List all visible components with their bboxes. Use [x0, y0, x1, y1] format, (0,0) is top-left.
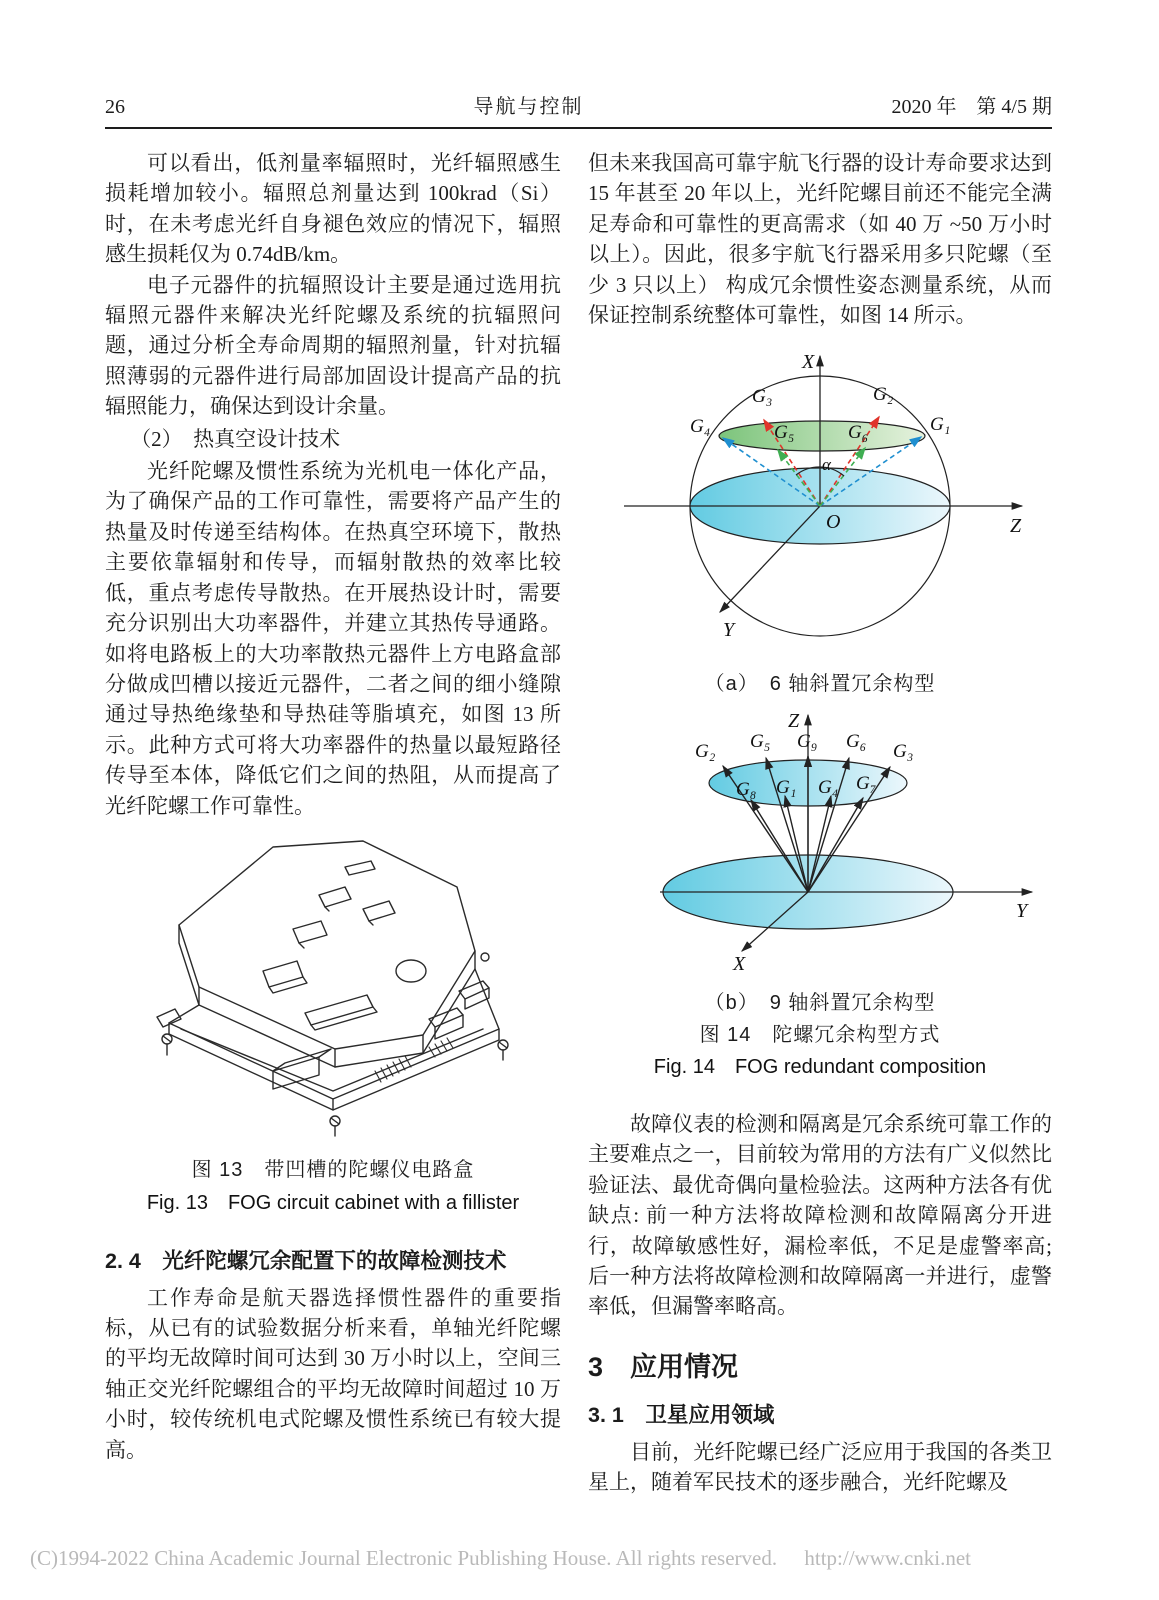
footer-copyright: (C)1994-2022 China Academic Journal Electronic Publishing House. All rights reserved.: [30, 1546, 778, 1570]
paragraph-redundancy: 但未来我国高可靠宇航飞行器的设计寿命要求达到 15 年甚至 20 年以上，光纤陀螺目前还不能完全满足寿命和可靠性的更高需求（如 40 万 ~50 万小时以上）。因此，很多宇航飞行器采用多只陀螺（至少 3 只以上） 构成冗余惯性姿态测量系统，从而保证控制系统整体可靠性，如图 14 所示。: [588, 151, 1052, 328]
six-axis-redundancy-diagram: [590, 346, 1050, 658]
gyro-label-g3: G₃: [752, 386, 773, 408]
fig14-caption-zh: 图 14 陀螺冗余构型方式: [699, 1024, 941, 1047]
axis-z-label: Z: [788, 710, 800, 733]
gyro-label-g6: G₆: [846, 731, 867, 753]
fog-circuit-box-drawing: [123, 833, 543, 1145]
axis-y-label: Y: [723, 619, 735, 642]
fig14b-caption: （b） 9 轴斜置冗余构型: [704, 991, 936, 1014]
fig13-caption-en: Fig. 13 FOG circuit cabinet with a fillister: [146, 1191, 520, 1214]
gyro-label-g1: G₁: [930, 414, 951, 436]
paragraph-fault-detection: 故障仪表的检测和隔离是冗余系统可靠工作的主要难点之一，目前较为常用的方法有广义似然比验证法、最优奇偶向量检验法。这两种方法各有优缺点: 前一种方法将故障检测和故障隔离分开进行，故障敏感性好，漏检率低，不足是虚警率高; 后一种方法将故障检测和故障隔离一并进行，虚警率低，但漏警率略高。: [588, 1111, 1052, 1319]
axis-z-label: Z: [1010, 515, 1022, 538]
gyro-label-g6: G₆: [848, 422, 869, 444]
gyro-label-g3: G₃: [893, 741, 914, 763]
gyro-label-g9: G₉: [797, 731, 818, 753]
axis-x-label: X: [733, 953, 746, 976]
journal-title: 导航与控制: [473, 96, 584, 118]
footer-url: http://www.cnki.net: [804, 1546, 971, 1570]
page-footer: [30, 1546, 1140, 1571]
paragraph-thermal-design: 光纤陀螺及惯性系统为光机电一体化产品，为了确保产品的工作可靠性，需要将产品产生的热量及时传递至结构体。在热真空环境下，散热主要依靠辐射和传导，而辐射散热的效率比较低，重点考虑传导散热。在开展热设计时，需要充分识别出大功率器件，并建立其热传导通路。如将电路板上的大功率散热元器件上方电路盒部分做成凹槽以接近元器件，二者之间的细小缝隙通过导热绝缘垫和导热硅等脂填充，如图 13 所示。此种方式可将大功率器件的热量以最短路径传导至本体，降低它们之间的热阻，从而提高了光纤陀螺工作可靠性。: [105, 459, 561, 818]
gyro-label-g2: G₂: [873, 384, 894, 406]
gyro-label-g4: G₄: [690, 416, 711, 438]
right-column: [588, 148, 1052, 1497]
paragraph-radiation-result: 可以看出，低剂量率辐照时，光纤辐照感生损耗增加较小。辐照总剂量达到 100krad（Si） 时，在未考虑光纤自身褪色效应的情况下，辐照感生损耗仅为 0.74dB/km。: [105, 151, 561, 267]
issue-info: 2020 年 第 4/5 期: [891, 96, 1052, 118]
axis-x-label: X: [802, 351, 815, 374]
left-column: [105, 148, 561, 1465]
fig14-caption-en: Fig. 14 FOG redundant composition: [653, 1056, 987, 1079]
nine-axis-redundancy-diagram: [590, 705, 1050, 977]
section-heading-3: 3 应用情况: [588, 1351, 739, 1382]
gyro-label-g8: G₈: [736, 779, 757, 801]
header-divider: [105, 127, 1052, 129]
fig14a-caption: （a） 6 轴斜置冗余构型: [704, 672, 936, 695]
paragraph-satellite-application: 目前，光纤陀螺已经广泛应用于我国的各类卫星上，随着军民技术的逐步融合，光纤陀螺及: [588, 1439, 1052, 1494]
figure-14b: [588, 705, 1052, 1083]
axis-y-label: Y: [1016, 900, 1028, 923]
paragraph-component-design: 电子元器件的抗辐照设计主要是通过选用抗辐照元器件来解决光纤陀螺及系统的抗辐照问题，通过分析全寿命周期的辐照剂量，针对抗辐照薄弱的元器件进行局部加固设计提高产品的抗辐照能力，确保达到设计余量。: [105, 272, 561, 419]
subheading-thermal-vacuum: （2） 热真空设计技术: [130, 426, 341, 451]
section-heading-3-1: 3. 1 卫星应用领域: [588, 1403, 775, 1428]
page-number: 26: [105, 96, 125, 118]
gyro-label-g7: G₇: [856, 773, 877, 795]
section-heading-2-4: 2. 4 光纤陀螺冗余配置下的故障检测技术: [105, 1249, 507, 1274]
figure-14a: [588, 346, 1052, 699]
gyro-label-g4: G₄: [818, 777, 839, 799]
gyro-label-g1: G₁: [776, 777, 797, 799]
gyro-label-g2: G₂: [695, 741, 716, 763]
gyro-cone-plane: [719, 421, 925, 451]
origin-label: O: [826, 511, 841, 534]
gyro-label-g5: G₅: [750, 731, 771, 753]
gyro-label-g5: G₅: [774, 422, 795, 444]
angle-alpha-label: α: [822, 455, 831, 475]
fig13-caption-zh: 图 13 带凹槽的陀螺仪电路盒: [191, 1159, 475, 1182]
paragraph-lifetime: 工作寿命是航天器选择惯性器件的重要指标，从已有的试验数据分析来看，单轴光纤陀螺的平均无故障时间可达到 30 万小时以上，空间三轴正交光纤陀螺组合的平均无故障时间超过 10 万小时，较传统机电式陀螺及惯性系统已有较大提高。: [105, 1285, 561, 1462]
figure-13: [105, 833, 561, 1218]
page-header: [105, 90, 1052, 119]
